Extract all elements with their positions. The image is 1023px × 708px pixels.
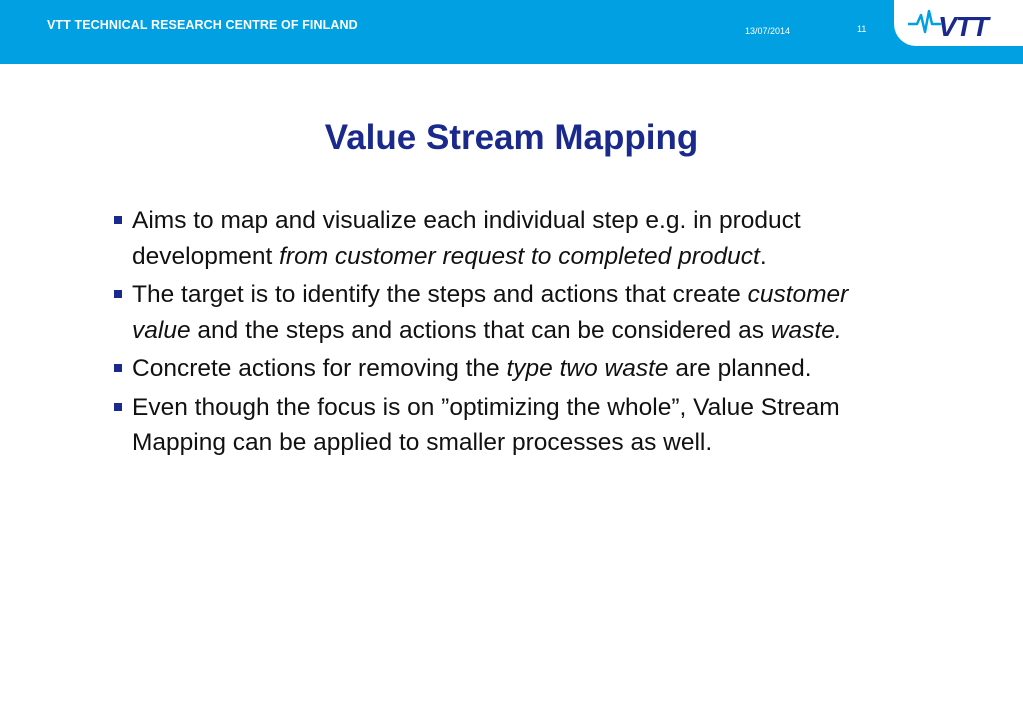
bullet-list xyxy=(113,203,893,464)
bullet-text xyxy=(132,281,848,344)
bullet-segment: and the steps and actions that can be considered as xyxy=(190,316,771,344)
bullet-item xyxy=(113,390,893,461)
bullet-square-icon xyxy=(114,364,122,372)
bullet-square-icon xyxy=(114,216,122,224)
logo-tab xyxy=(894,0,1023,46)
bullet-item xyxy=(113,351,893,387)
bullet-segment: Aims to map and visualize each individual step e.g. in product development xyxy=(132,207,801,270)
vtt-logo xyxy=(908,7,1008,39)
bullet-square-icon xyxy=(114,403,122,411)
bullet-segment: The target is to identify the steps and actions that create xyxy=(132,281,748,308)
bullet-emphasis: waste. xyxy=(770,316,842,344)
bullet-segment: Concrete actions for removing the xyxy=(132,355,507,382)
header-bar xyxy=(0,0,1023,64)
organization-name: VTT TECHNICAL RESEARCH CENTRE OF FINLAND xyxy=(47,18,358,32)
slide-title: Value Stream Mapping xyxy=(324,118,699,157)
bullet-emphasis: customer value xyxy=(132,281,849,344)
bullet-segment: are planned. xyxy=(668,355,812,382)
bullet-segment: . xyxy=(759,242,767,270)
bullet-emphasis: type two waste xyxy=(506,355,669,382)
bullet-text xyxy=(132,207,801,270)
bullet-item xyxy=(113,203,893,274)
bullet-item xyxy=(113,277,893,348)
bullet-text xyxy=(132,394,840,457)
slide-date: 13/07/2014 xyxy=(745,26,791,36)
slide-number: 11 xyxy=(857,24,867,34)
bullet-text xyxy=(132,355,812,382)
bullet-segment: Even though the focus is on ”optimizing the whole”, Value Stream Mapping can be applied to smaller processes as well. xyxy=(132,393,840,456)
bullet-emphasis: from customer request to completed product xyxy=(279,242,760,270)
logo-text: VTT xyxy=(938,11,988,39)
bullet-square-icon xyxy=(114,290,122,298)
logo-pulse-line xyxy=(908,11,940,32)
